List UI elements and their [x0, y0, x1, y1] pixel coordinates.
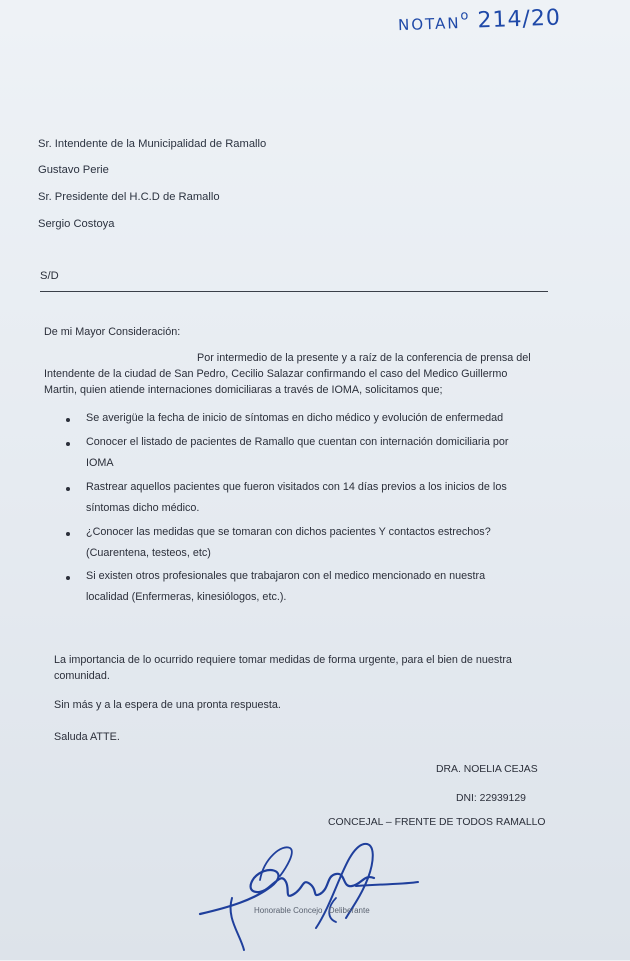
bullet-icon — [66, 576, 70, 580]
stamp — [254, 906, 370, 915]
bullet-text: Conocer el listado de pacientes de Ramallo que cuentan con internación domiciliaria por — [86, 436, 509, 448]
stamp-left: Honorable Concejo — [254, 906, 323, 915]
divider-line — [40, 291, 548, 292]
intro-line: Intendente de la ciudad de San Pedro, Cecilio Salazar confirmando el caso del Medico Guillermo — [44, 368, 508, 380]
bullet-text: síntomas dicho médico. — [86, 502, 200, 514]
bullet-text: IOMA — [86, 457, 114, 469]
bullet-text: Se averigüe la fecha de inicio de síntomas en dicho médico y evolución de enfermedad — [86, 412, 504, 424]
closing-line: comunidad. — [54, 670, 110, 682]
regards: Saluda ATTE. — [54, 731, 120, 743]
bullet-icon — [66, 442, 70, 446]
bullet-icon — [66, 532, 70, 536]
handwritten-note-number — [398, 5, 562, 36]
intro-line: Martin, quien atiende internaciones domiciliaras a través de IOMA, solicitamos que; — [44, 384, 443, 396]
bullet-icon — [66, 418, 70, 422]
intro-line: Por intermedio de la presente y a raíz de la conferencia de prensa del — [197, 352, 531, 364]
recipient-line: Gustavo Perie — [38, 164, 109, 176]
recipient-line: Sr. Intendente de la Municipalidad de Ramallo — [38, 138, 267, 150]
bullet-text: localidad (Enfermeras, kinesiólogos, etc.). — [86, 591, 287, 603]
signer-name: DRA. NOELIA CEJAS — [436, 764, 538, 775]
note-prefix: NOTAN — [397, 13, 461, 35]
bullet-icon — [66, 487, 70, 491]
stamp-right: Deliberante — [328, 906, 370, 915]
note-superscript: o — [460, 8, 470, 24]
signature-icon — [196, 838, 436, 956]
bullet-text: Rastrear aquellos pacientes que fueron visitados con 14 días previos a los inicios de los — [86, 481, 507, 493]
recipient-line: Sergio Costoya — [38, 218, 115, 230]
note-number: 214/20 — [477, 5, 562, 34]
signer-title: CONCEJAL – FRENTE DE TODOS RAMALLO — [328, 817, 546, 828]
bullet-text: (Cuarentena, testeos, etc) — [86, 547, 211, 559]
signer-dni: DNI: 22939129 — [456, 793, 526, 804]
bullet-text: ¿Conocer las medidas que se tomaran con dichos pacientes Y contactos estrechos? — [86, 526, 491, 538]
sd-label: S/D — [40, 270, 59, 282]
recipient-line: Sr. Presidente del H.C.D de Ramallo — [38, 191, 220, 203]
closing-line: Sin más y a la espera de una pronta respuesta. — [54, 699, 281, 711]
closing-line: La importancia de lo ocurrido requiere tomar medidas de forma urgente, para el bien de nuestra — [54, 654, 512, 666]
salutation: De mi Mayor Consideración: — [44, 326, 181, 338]
signature — [196, 838, 436, 961]
bullet-text: Si existen otros profesionales que trabajaron con el medico mencionado en nuestra — [86, 570, 486, 582]
